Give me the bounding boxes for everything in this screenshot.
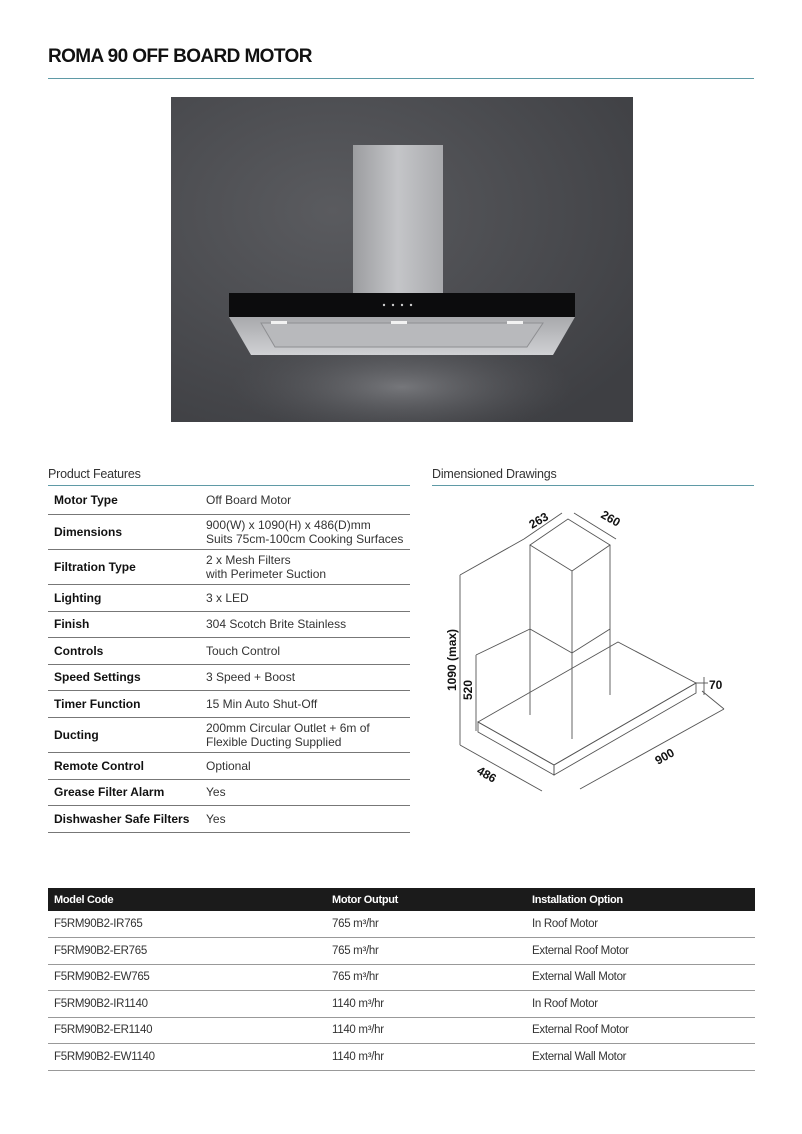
features-divider [48, 485, 410, 486]
header-installation-option: Installation Option [526, 888, 755, 911]
feature-value: 200mm Circular Outlet + 6m of Flexible Ducting Supplied [200, 717, 410, 752]
feature-value: 15 Min Auto Shut-Off [200, 690, 410, 717]
feature-label: Speed Settings [48, 664, 200, 690]
feature-row [48, 664, 410, 690]
page-title: ROMA 90 OFF BOARD MOTOR [48, 46, 312, 67]
feature-label: Timer Function [48, 690, 200, 717]
dim-line [580, 709, 724, 789]
feature-value: Yes [200, 779, 410, 805]
installation-option: In Roof Motor [526, 991, 755, 1018]
feature-label: Controls [48, 637, 200, 664]
features-heading: Product Features [48, 467, 141, 481]
dim-line [460, 745, 542, 791]
dim-chimney-lower: 520 [461, 679, 475, 700]
feature-row [48, 584, 410, 611]
feature-value: Optional [200, 752, 410, 779]
feature-label: Grease Filter Alarm [48, 779, 200, 805]
header-motor-output: Motor Output [326, 888, 526, 911]
feature-label: Finish [48, 611, 200, 637]
model-header-row [48, 888, 755, 911]
feature-row [48, 779, 410, 805]
feature-label: Ducting [48, 717, 200, 752]
feature-label: Motor Type [48, 487, 200, 514]
model-code: F5RM90B2-ER765 [48, 938, 326, 965]
feature-value: Yes [200, 805, 410, 832]
feature-label: Dimensions [48, 514, 200, 549]
chimney-joint [530, 629, 610, 653]
table-row [48, 911, 755, 938]
motor-output: 1140 m³/hr [326, 991, 526, 1018]
feature-row [48, 514, 410, 549]
installation-option: In Roof Motor [526, 911, 755, 938]
feature-value: 900(W) x 1090(H) x 486(D)mm Suits 75cm-100cm Cooking Surfaces [200, 514, 410, 549]
feature-value: 304 Scotch Brite Stainless [200, 611, 410, 637]
model-code: F5RM90B2-IR765 [48, 911, 326, 938]
model-code: F5RM90B2-EW1140 [48, 1044, 326, 1071]
feature-row [48, 690, 410, 717]
dim-chimney-width: 263 [526, 509, 551, 532]
range-hood-image [171, 97, 633, 422]
dim-depth: 486 [474, 763, 499, 786]
feature-value: 3 Speed + Boost [200, 664, 410, 690]
feature-row [48, 637, 410, 664]
dim-canopy-height: 70 [709, 678, 723, 692]
feature-value: Touch Control [200, 637, 410, 664]
dim-line [460, 539, 524, 575]
table-row [48, 938, 755, 965]
feature-row [48, 752, 410, 779]
title-divider [48, 78, 754, 79]
feature-value: Off Board Motor [200, 487, 410, 514]
drawings-heading: Dimensioned Drawings [432, 467, 557, 481]
table-row [48, 1017, 755, 1044]
installation-option: External Roof Motor [526, 938, 755, 965]
motor-output: 765 m³/hr [326, 938, 526, 965]
motor-output: 765 m³/hr [326, 911, 526, 938]
table-row [48, 964, 755, 991]
dimensioned-drawing [432, 495, 754, 810]
dim-width: 900 [652, 745, 677, 768]
feature-row [48, 717, 410, 752]
dim-chimney-depth: 260 [598, 507, 623, 530]
canopy-front-right [554, 683, 696, 775]
canopy-top [478, 642, 696, 768]
motor-output: 1140 m³/hr [326, 1044, 526, 1071]
feature-row [48, 549, 410, 584]
feature-label: Filtration Type [48, 549, 200, 584]
drawings-divider [432, 485, 754, 486]
feature-label: Dishwasher Safe Filters [48, 805, 200, 832]
table-row [48, 991, 755, 1018]
hood-line-drawing [432, 495, 754, 810]
dim-line [702, 691, 724, 709]
feature-value: 3 x LED [200, 584, 410, 611]
feature-label: Remote Control [48, 752, 200, 779]
model-code: F5RM90B2-IR1140 [48, 991, 326, 1018]
table-row [48, 1044, 755, 1071]
installation-option: External Roof Motor [526, 1017, 755, 1044]
model-code: F5RM90B2-EW765 [48, 964, 326, 991]
installation-option: External Wall Motor [526, 964, 755, 991]
feature-row [48, 487, 410, 514]
dim-height-max: 1090 (max) [445, 628, 459, 691]
motor-output: 1140 m³/hr [326, 1017, 526, 1044]
dim-line [476, 629, 530, 655]
installation-option: External Wall Motor [526, 1044, 755, 1071]
product-photo [171, 97, 633, 422]
header-model-code: Model Code [48, 888, 326, 911]
features-table [48, 487, 410, 833]
feature-row [48, 805, 410, 832]
feature-row [48, 611, 410, 637]
feature-value: 2 x Mesh Filters with Perimeter Suction [200, 549, 410, 584]
model-table [48, 888, 755, 1071]
motor-output: 765 m³/hr [326, 964, 526, 991]
model-code: F5RM90B2-ER1140 [48, 1017, 326, 1044]
feature-label: Lighting [48, 584, 200, 611]
